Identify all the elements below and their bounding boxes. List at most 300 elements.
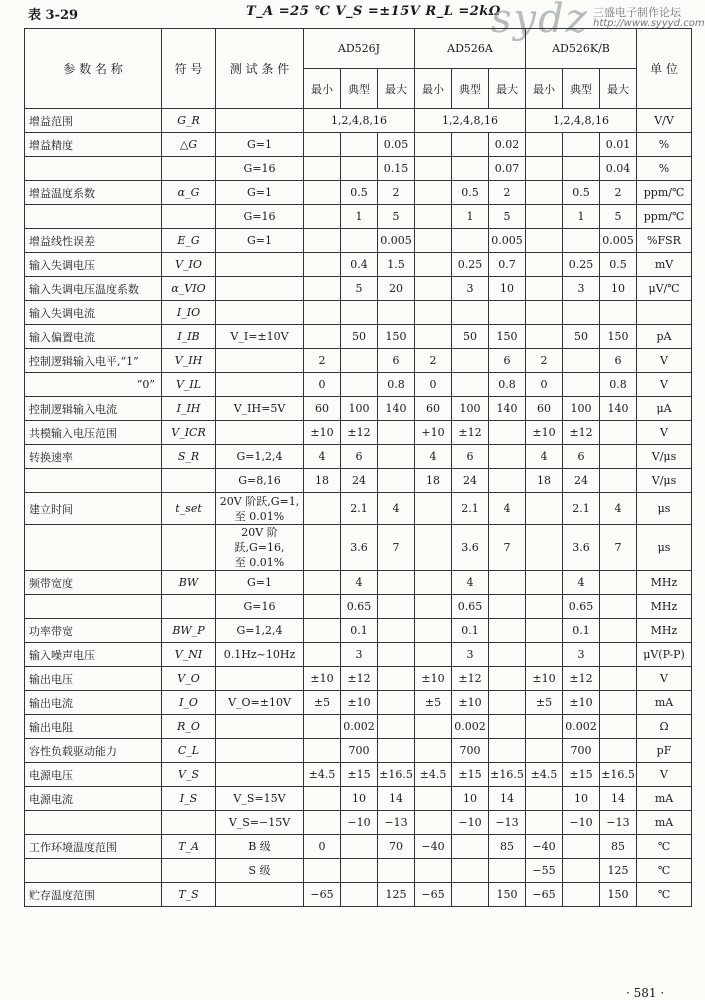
param-name: 功率带宽 xyxy=(25,619,162,643)
value-cell: 3 xyxy=(563,643,600,667)
value-cell xyxy=(489,421,526,445)
param-name: 频带宽度 xyxy=(25,571,162,595)
header-model-3: AD526K/B xyxy=(526,29,637,69)
value-cell: 5 xyxy=(378,205,415,229)
table-header xyxy=(28,4,501,24)
value-cell: 100 xyxy=(341,397,378,421)
param-symbol: V_NI xyxy=(162,643,216,667)
value-cell xyxy=(526,493,563,525)
value-cell xyxy=(489,301,526,325)
value-cell: ±12 xyxy=(341,667,378,691)
test-condition: G=1,2,4 xyxy=(216,619,304,643)
value-cell: −40 xyxy=(415,835,452,859)
value-cell xyxy=(600,715,637,739)
value-cell: 150 xyxy=(600,325,637,349)
value-cell: ±5 xyxy=(415,691,452,715)
param-symbol: E_G xyxy=(162,229,216,253)
test-condition xyxy=(216,349,304,373)
unit-cell: V xyxy=(637,349,692,373)
header-param: 参 数 名 称 xyxy=(25,29,162,109)
value-cell: ±4.5 xyxy=(304,763,341,787)
value-cell xyxy=(489,469,526,493)
param-symbol xyxy=(162,859,216,883)
param-symbol xyxy=(162,205,216,229)
unit-cell: V xyxy=(637,667,692,691)
value-cell xyxy=(304,595,341,619)
value-cell: 4 xyxy=(415,445,452,469)
watermark-name: 三盛电子制作论坛 xyxy=(593,6,681,19)
table-row xyxy=(25,253,692,277)
value-cell xyxy=(563,883,600,907)
value-cell: 2.1 xyxy=(452,493,489,525)
value-cell: 6 xyxy=(563,445,600,469)
value-cell: 0.1 xyxy=(341,619,378,643)
test-conditions: T_A =25 ℃ V_S =±15V R_L =2kΩ xyxy=(246,4,501,19)
test-condition: G=16 xyxy=(216,157,304,181)
value-cell xyxy=(341,229,378,253)
param-symbol: V_IO xyxy=(162,253,216,277)
value-cell xyxy=(526,787,563,811)
value-cell: 0.002 xyxy=(563,715,600,739)
value-cell: 24 xyxy=(563,469,600,493)
value-cell xyxy=(304,493,341,525)
value-cell xyxy=(489,715,526,739)
header-unit: 单 位 xyxy=(637,29,692,109)
test-condition xyxy=(216,277,304,301)
value-cell: 2 xyxy=(489,181,526,205)
value-cell xyxy=(378,571,415,595)
value-cell xyxy=(304,619,341,643)
table-row xyxy=(25,301,692,325)
unit-cell: ℃ xyxy=(637,859,692,883)
value-cell xyxy=(304,325,341,349)
value-cell: ±12 xyxy=(341,421,378,445)
value-cell: 0.25 xyxy=(563,253,600,277)
test-condition xyxy=(216,373,304,397)
value-cell: 5 xyxy=(489,205,526,229)
value-cell: 700 xyxy=(563,739,600,763)
value-cell: 0.01 xyxy=(600,133,637,157)
value-cell: 4 xyxy=(563,571,600,595)
table-row xyxy=(25,445,692,469)
table-row xyxy=(25,493,692,525)
unit-cell: ppm/℃ xyxy=(637,181,692,205)
value-cell xyxy=(526,715,563,739)
param-symbol: T_A xyxy=(162,835,216,859)
value-cell xyxy=(526,229,563,253)
value-cell: 18 xyxy=(526,469,563,493)
value-cell xyxy=(600,619,637,643)
value-cell: 125 xyxy=(378,883,415,907)
value-cell: 1.5 xyxy=(378,253,415,277)
test-condition: V_O=±10V xyxy=(216,691,304,715)
table-row xyxy=(25,421,692,445)
unit-cell: V/V xyxy=(637,109,692,133)
value-cell xyxy=(526,253,563,277)
unit-cell: Ω xyxy=(637,715,692,739)
value-cell xyxy=(415,525,452,571)
value-cell: 140 xyxy=(600,397,637,421)
table-row xyxy=(25,133,692,157)
test-condition: G=1 xyxy=(216,133,304,157)
unit-cell: V xyxy=(637,421,692,445)
param-name: 控制逻辑输入电平,“1” xyxy=(25,349,162,373)
param-name xyxy=(25,205,162,229)
param-name: 输入偏置电流 xyxy=(25,325,162,349)
table-number: 表 3-29 xyxy=(28,8,79,23)
value-cell: 0.005 xyxy=(378,229,415,253)
value-cell: −55 xyxy=(526,859,563,883)
value-cell: 7 xyxy=(600,525,637,571)
value-cell xyxy=(600,445,637,469)
value-cell: 0.8 xyxy=(378,373,415,397)
value-cell: 10 xyxy=(600,277,637,301)
value-cell: 0.5 xyxy=(341,181,378,205)
value-cell: 0 xyxy=(415,373,452,397)
table-row xyxy=(25,325,692,349)
value-cell: 100 xyxy=(452,397,489,421)
test-condition: 20V 阶跃,G=16, 至 0.01% xyxy=(216,525,304,571)
value-cell: 60 xyxy=(304,397,341,421)
value-cell: −65 xyxy=(304,883,341,907)
value-cell: 0.002 xyxy=(452,715,489,739)
param-name: 输出电流 xyxy=(25,691,162,715)
value-cell: 24 xyxy=(452,469,489,493)
param-name: 共模输入电压范围 xyxy=(25,421,162,445)
value-cell: 140 xyxy=(489,397,526,421)
param-name: 输出电阻 xyxy=(25,715,162,739)
value-cell: 0.1 xyxy=(452,619,489,643)
value-cell xyxy=(304,133,341,157)
value-cell: 0.15 xyxy=(378,157,415,181)
header-model-2: AD526A xyxy=(415,29,526,69)
unit-cell: V xyxy=(637,373,692,397)
unit-cell: % xyxy=(637,157,692,181)
param-symbol: BW_P xyxy=(162,619,216,643)
value-cell: 6 xyxy=(600,349,637,373)
table-row xyxy=(25,277,692,301)
value-cell: ±10 xyxy=(526,667,563,691)
test-condition: V_IH=5V xyxy=(216,397,304,421)
value-cell: 2.1 xyxy=(341,493,378,525)
param-name: 增益温度系数 xyxy=(25,181,162,205)
value-cell xyxy=(415,157,452,181)
value-cell: −10 xyxy=(341,811,378,835)
value-cell: 14 xyxy=(489,787,526,811)
value-cell: −13 xyxy=(489,811,526,835)
value-cell xyxy=(378,643,415,667)
param-symbol: △G xyxy=(162,133,216,157)
value-cell xyxy=(304,181,341,205)
value-cell: 0.8 xyxy=(600,373,637,397)
value-cell: −65 xyxy=(526,883,563,907)
value-cell: 50 xyxy=(341,325,378,349)
table-row xyxy=(25,835,692,859)
value-cell: ±15 xyxy=(563,763,600,787)
param-symbol xyxy=(162,157,216,181)
param-symbol: t_set xyxy=(162,493,216,525)
value-cell xyxy=(526,157,563,181)
value-cell: ±16.5 xyxy=(378,763,415,787)
value-cell xyxy=(341,373,378,397)
test-condition xyxy=(216,421,304,445)
table-row xyxy=(25,525,692,571)
value-cell: 85 xyxy=(489,835,526,859)
value-cell: 0.5 xyxy=(600,253,637,277)
value-cell: ±5 xyxy=(304,691,341,715)
value-cell: 0.8 xyxy=(489,373,526,397)
value-cell: 7 xyxy=(378,525,415,571)
table-row xyxy=(25,571,692,595)
value-cell xyxy=(526,181,563,205)
table-row xyxy=(25,667,692,691)
value-cell xyxy=(415,229,452,253)
value-cell: 0.002 xyxy=(341,715,378,739)
param-symbol: V_ICR xyxy=(162,421,216,445)
value-cell xyxy=(600,667,637,691)
param-symbol: C_L xyxy=(162,739,216,763)
unit-cell: MHz xyxy=(637,595,692,619)
unit-cell: MHz xyxy=(637,571,692,595)
value-cell: 24 xyxy=(341,469,378,493)
test-condition: V_S=15V xyxy=(216,787,304,811)
page-number: · 581 · xyxy=(626,986,665,1000)
value-cell xyxy=(600,691,637,715)
sub-typ: 典型 xyxy=(452,69,489,109)
value-cell: 6 xyxy=(341,445,378,469)
value-cell xyxy=(415,595,452,619)
test-condition: 0.1Hz~10Hz xyxy=(216,643,304,667)
param-symbol: G_R xyxy=(162,109,216,133)
table-row xyxy=(25,859,692,883)
test-condition xyxy=(216,739,304,763)
unit-cell: % xyxy=(637,133,692,157)
value-cell xyxy=(452,883,489,907)
value-cell: 2 xyxy=(600,181,637,205)
value-cell xyxy=(452,373,489,397)
value-cell xyxy=(526,595,563,619)
param-name xyxy=(25,469,162,493)
sub-max: 最大 xyxy=(489,69,526,109)
value-cell: 0.04 xyxy=(600,157,637,181)
unit-cell: MHz xyxy=(637,619,692,643)
value-cell: ±15 xyxy=(341,763,378,787)
value-cell xyxy=(304,301,341,325)
value-cell xyxy=(304,787,341,811)
value-cell: 10 xyxy=(563,787,600,811)
value-cell xyxy=(563,859,600,883)
value-cell xyxy=(378,739,415,763)
value-cell: 60 xyxy=(415,397,452,421)
value-cell xyxy=(341,301,378,325)
param-name: 贮存温度范围 xyxy=(25,883,162,907)
value-cell xyxy=(600,643,637,667)
value-cell: ±16.5 xyxy=(489,763,526,787)
value-cell: 3 xyxy=(452,277,489,301)
value-cell xyxy=(304,715,341,739)
unit-cell: μs xyxy=(637,493,692,525)
unit-cell: pA xyxy=(637,325,692,349)
param-symbol: R_O xyxy=(162,715,216,739)
value-cell: ±5 xyxy=(526,691,563,715)
value-cell: 3 xyxy=(452,643,489,667)
value-cell: 0.65 xyxy=(563,595,600,619)
param-symbol: I_IB xyxy=(162,325,216,349)
unit-cell: V/μs xyxy=(637,445,692,469)
test-condition: G=1 xyxy=(216,571,304,595)
value-cell: ±15 xyxy=(452,763,489,787)
value-cell: 4 xyxy=(489,493,526,525)
value-cell xyxy=(452,301,489,325)
param-name: 电源电流 xyxy=(25,787,162,811)
value-cell xyxy=(452,157,489,181)
value-cell: 5 xyxy=(600,205,637,229)
test-condition: G=1,2,4 xyxy=(216,445,304,469)
value-cell xyxy=(452,859,489,883)
value-cell xyxy=(341,133,378,157)
table-row xyxy=(25,109,692,133)
value-cell: 5 xyxy=(341,277,378,301)
param-name xyxy=(25,525,162,571)
value-cell xyxy=(378,595,415,619)
table-row xyxy=(25,349,692,373)
value-cell: −10 xyxy=(563,811,600,835)
value-cell: −65 xyxy=(415,883,452,907)
value-cell: 10 xyxy=(341,787,378,811)
value-cell xyxy=(563,373,600,397)
value-cell xyxy=(563,229,600,253)
param-name: 电源电压 xyxy=(25,763,162,787)
value-cell xyxy=(526,619,563,643)
value-cell: 4 xyxy=(452,571,489,595)
value-cell: 1,2,4,8,16 xyxy=(526,109,637,133)
value-cell xyxy=(378,859,415,883)
test-condition: G=16 xyxy=(216,595,304,619)
value-cell xyxy=(452,835,489,859)
value-cell xyxy=(378,715,415,739)
value-cell xyxy=(526,325,563,349)
value-cell xyxy=(489,445,526,469)
unit-cell: μV/℃ xyxy=(637,277,692,301)
value-cell: 4 xyxy=(526,445,563,469)
value-cell: 140 xyxy=(378,397,415,421)
param-name: 增益精度 xyxy=(25,133,162,157)
param-symbol: S_R xyxy=(162,445,216,469)
value-cell: −10 xyxy=(452,811,489,835)
table-row xyxy=(25,763,692,787)
value-cell xyxy=(489,643,526,667)
param-name xyxy=(25,157,162,181)
value-cell: 0.05 xyxy=(378,133,415,157)
value-cell: 10 xyxy=(489,277,526,301)
value-cell: −13 xyxy=(378,811,415,835)
value-cell: 3.6 xyxy=(563,525,600,571)
param-name xyxy=(25,811,162,835)
value-cell xyxy=(600,421,637,445)
value-cell xyxy=(341,349,378,373)
value-cell: 18 xyxy=(415,469,452,493)
value-cell xyxy=(304,525,341,571)
test-condition: B 级 xyxy=(216,835,304,859)
value-cell: ±4.5 xyxy=(526,763,563,787)
value-cell: +10 xyxy=(415,421,452,445)
value-cell: 0 xyxy=(304,373,341,397)
table-row xyxy=(25,739,692,763)
header-model-1: AD526J xyxy=(304,29,415,69)
value-cell: ±12 xyxy=(452,667,489,691)
test-condition xyxy=(216,763,304,787)
value-cell: 0.1 xyxy=(563,619,600,643)
value-cell: ±16.5 xyxy=(600,763,637,787)
value-cell: 150 xyxy=(489,883,526,907)
value-cell: ±10 xyxy=(452,691,489,715)
param-name: 输入失调电压温度系数 xyxy=(25,277,162,301)
test-condition xyxy=(216,253,304,277)
value-cell: 0.7 xyxy=(489,253,526,277)
watermark-logo: sydz xyxy=(491,0,589,42)
value-cell: 14 xyxy=(600,787,637,811)
param-symbol: α_VIO xyxy=(162,277,216,301)
value-cell: 0.5 xyxy=(563,181,600,205)
value-cell: 125 xyxy=(600,859,637,883)
unit-cell: mA xyxy=(637,811,692,835)
value-cell xyxy=(378,691,415,715)
param-name xyxy=(25,859,162,883)
table-row xyxy=(25,811,692,835)
value-cell xyxy=(489,619,526,643)
sub-max: 最大 xyxy=(600,69,637,109)
table-row xyxy=(25,157,692,181)
value-cell xyxy=(378,445,415,469)
value-cell: 700 xyxy=(452,739,489,763)
unit-cell: pF xyxy=(637,739,692,763)
unit-cell: %FSR xyxy=(637,229,692,253)
value-cell xyxy=(489,739,526,763)
value-cell: 2 xyxy=(378,181,415,205)
value-cell xyxy=(304,229,341,253)
value-cell: 0.07 xyxy=(489,157,526,181)
value-cell: 4 xyxy=(304,445,341,469)
value-cell xyxy=(304,859,341,883)
param-symbol: T_S xyxy=(162,883,216,907)
param-symbol xyxy=(162,469,216,493)
value-cell xyxy=(341,859,378,883)
value-cell: ±10 xyxy=(304,667,341,691)
value-cell xyxy=(415,181,452,205)
unit-cell: μA xyxy=(637,397,692,421)
param-name xyxy=(25,595,162,619)
value-cell: 0.5 xyxy=(452,181,489,205)
value-cell: 100 xyxy=(563,397,600,421)
table-row xyxy=(25,691,692,715)
value-cell xyxy=(452,349,489,373)
param-symbol xyxy=(162,811,216,835)
value-cell xyxy=(526,205,563,229)
value-cell: ±10 xyxy=(341,691,378,715)
value-cell: 150 xyxy=(600,883,637,907)
value-cell xyxy=(489,859,526,883)
value-cell xyxy=(304,277,341,301)
value-cell xyxy=(304,739,341,763)
value-cell: 18 xyxy=(304,469,341,493)
param-symbol: BW xyxy=(162,571,216,595)
sub-typ: 典型 xyxy=(341,69,378,109)
value-cell: 1 xyxy=(563,205,600,229)
value-cell: 4 xyxy=(600,493,637,525)
value-cell: ±10 xyxy=(526,421,563,445)
table-row xyxy=(25,181,692,205)
test-condition: G=1 xyxy=(216,181,304,205)
